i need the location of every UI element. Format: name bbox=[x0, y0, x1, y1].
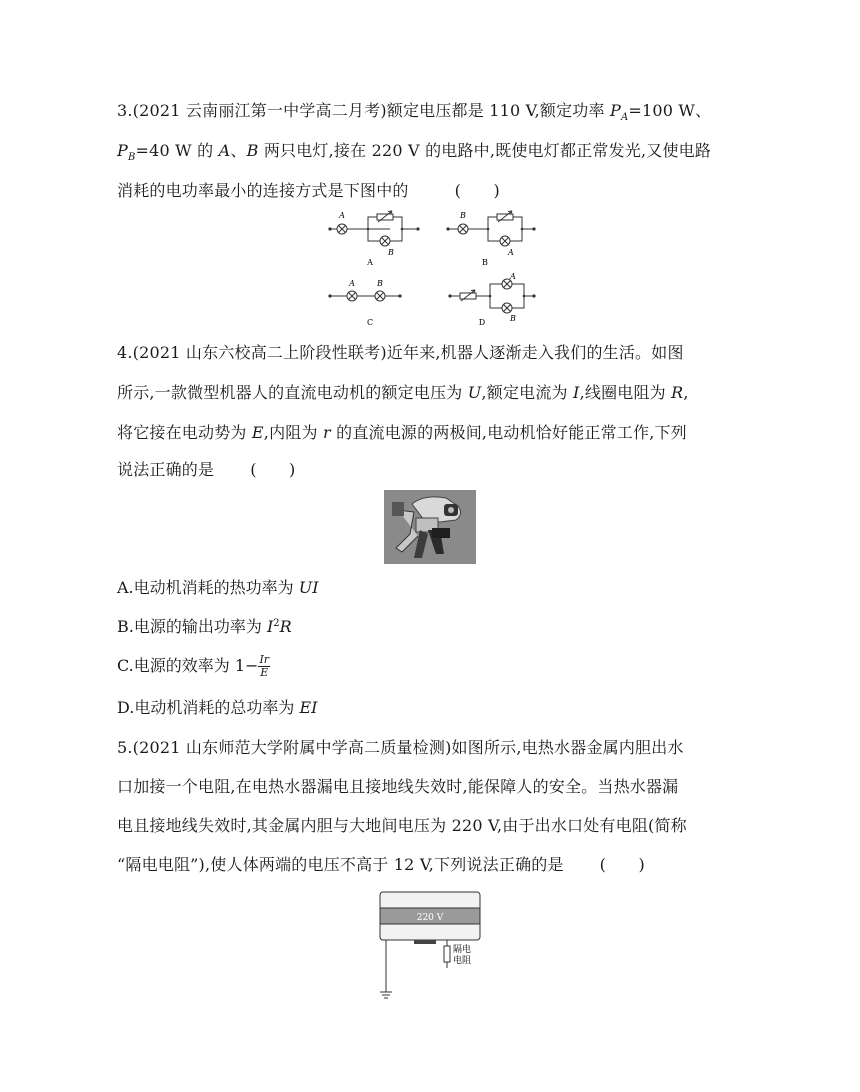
q5-text: “隔电电阻”),使人体两端的电压不高于 12 V,下列说法正确的是 bbox=[117, 855, 564, 874]
option-c[interactable] bbox=[117, 654, 270, 679]
lamp-icon bbox=[502, 303, 512, 313]
power-subscript: B bbox=[127, 152, 136, 163]
option-d[interactable] bbox=[117, 697, 317, 719]
lamp-label: B bbox=[460, 211, 466, 220]
lamp-icon bbox=[500, 236, 510, 246]
q4-text: 将它接在电动势为 bbox=[117, 423, 252, 442]
diagram-caption: C bbox=[366, 318, 374, 327]
circuit-b bbox=[446, 211, 535, 267]
lamp-label: A bbox=[339, 211, 345, 220]
q4-text: ,额定电流为 bbox=[481, 383, 574, 402]
resistor-label: 隔电 bbox=[453, 945, 472, 955]
fraction bbox=[258, 654, 270, 679]
math-expression: EI bbox=[299, 698, 318, 717]
q4-text: ,内阻为 bbox=[263, 423, 323, 442]
math-symbol: R bbox=[671, 383, 684, 402]
lamp-label: A bbox=[349, 279, 355, 288]
q3-line-3 bbox=[117, 180, 500, 202]
q3-text: 消耗的电功率最小的连接方式是下图中的 bbox=[117, 181, 409, 200]
water-heater-figure bbox=[370, 890, 490, 1002]
q3-circuit-diagrams bbox=[320, 205, 540, 330]
option-a[interactable] bbox=[117, 577, 319, 599]
q4-text: 4.(2021 山东六校高二上阶段性联考)近年来,机器人逐渐走入我们的生活。如图 bbox=[117, 343, 684, 362]
q3-text: =40 W 的 bbox=[135, 141, 219, 160]
lamp-label: A bbox=[510, 272, 516, 281]
option-d-text: D.电动机消耗的总功率为 bbox=[117, 698, 300, 717]
q5-line-1 bbox=[117, 737, 684, 759]
q3-text: 、 bbox=[230, 141, 247, 160]
math-symbol: I bbox=[573, 383, 580, 402]
option-b[interactable] bbox=[117, 616, 292, 641]
math-symbol: R bbox=[279, 617, 292, 636]
math-symbol: I bbox=[266, 617, 274, 636]
option-a-text: A.电动机消耗的热功率为 bbox=[117, 578, 299, 597]
circuit-a bbox=[328, 211, 419, 267]
lamp-label: B bbox=[377, 279, 383, 288]
q4-line-4 bbox=[117, 459, 296, 481]
q4-text: , bbox=[683, 383, 689, 402]
q5-text: 口加接一个电阻,在电热水器漏电且接地线失效时,能保障人的安全。当热水器漏 bbox=[117, 777, 679, 796]
diagram-caption: B bbox=[482, 258, 488, 267]
power-symbol: P bbox=[117, 141, 128, 160]
q4-line-3 bbox=[117, 422, 687, 444]
q4-text: ,线圈电阻为 bbox=[579, 383, 672, 402]
fraction-denominator: E bbox=[260, 666, 269, 679]
lamp-label: A bbox=[218, 141, 231, 160]
math-expression: UI bbox=[298, 578, 319, 597]
q3-line-2 bbox=[117, 140, 711, 165]
math-symbol: r bbox=[322, 423, 331, 442]
lamp-icon bbox=[347, 291, 357, 301]
circuit-d bbox=[448, 272, 535, 327]
lamp-icon bbox=[458, 224, 468, 234]
rheostat-icon bbox=[460, 290, 476, 301]
q3-text: 两只电灯,接在 220 V 的电路中,既使电灯都正常发光,又使电路 bbox=[258, 141, 712, 160]
q5-line-2 bbox=[117, 776, 678, 798]
lamp-label: A bbox=[508, 248, 514, 257]
q4-line-1 bbox=[117, 342, 684, 364]
voltage-label: 220 V bbox=[416, 913, 444, 923]
resistor-label: 电阻 bbox=[453, 956, 472, 966]
power-subscript: A bbox=[620, 112, 629, 123]
q5-text: 电且接地线失效时,其金属内胆与大地间电压为 220 V,由于出水口处有电阻(简称 bbox=[117, 816, 687, 835]
option-b-text: B.电源的输出功率为 bbox=[117, 617, 267, 636]
q4-text: 的直流电源的两极间,电动机恰好能正常工作,下列 bbox=[330, 423, 687, 442]
lamp-label: B bbox=[510, 314, 516, 323]
q3-text: 3.(2021 云南丽江第一中学高二月考)额定电压都是 110 V,额定功率 bbox=[117, 101, 610, 120]
lamp-icon bbox=[337, 224, 347, 234]
math-exponent: 2 bbox=[273, 618, 280, 629]
q4-text: 所示,一款微型机器人的直流电动机的额定电压为 bbox=[117, 383, 468, 402]
lamp-label: B bbox=[388, 248, 394, 257]
q5-text: 5.(2021 山东师范大学附属中学高二质量检测)如图所示,电热水器金属内胆出水 bbox=[117, 738, 684, 757]
lamp-icon bbox=[375, 291, 385, 301]
ground-icon bbox=[380, 992, 392, 998]
math-symbol: U bbox=[467, 383, 482, 402]
answer-paren: ( ) bbox=[454, 181, 500, 200]
resistor-icon bbox=[444, 946, 450, 962]
q4-line-2 bbox=[117, 382, 689, 404]
fraction-numerator: Ir bbox=[259, 653, 270, 666]
rheostat-icon bbox=[497, 211, 513, 222]
math-symbol: E bbox=[251, 423, 264, 442]
q3-line-1 bbox=[117, 100, 711, 125]
q5-line-4 bbox=[117, 854, 645, 876]
q5-line-3 bbox=[117, 815, 687, 837]
rheostat-icon bbox=[377, 211, 393, 222]
answer-paren: ( ) bbox=[250, 460, 296, 479]
robot-photo bbox=[384, 490, 476, 564]
q3-text: =100 W、 bbox=[628, 101, 712, 120]
diagram-caption: A bbox=[367, 258, 373, 267]
lamp-label: B bbox=[246, 141, 259, 160]
option-c-text: C.电源的效率为 1− bbox=[117, 656, 259, 675]
diagram-caption: D bbox=[478, 318, 486, 327]
q4-text: 说法正确的是 bbox=[117, 460, 215, 479]
power-symbol: P bbox=[610, 101, 621, 120]
lamp-icon bbox=[380, 236, 390, 246]
circuit-c bbox=[328, 279, 401, 327]
answer-paren: ( ) bbox=[599, 855, 645, 874]
